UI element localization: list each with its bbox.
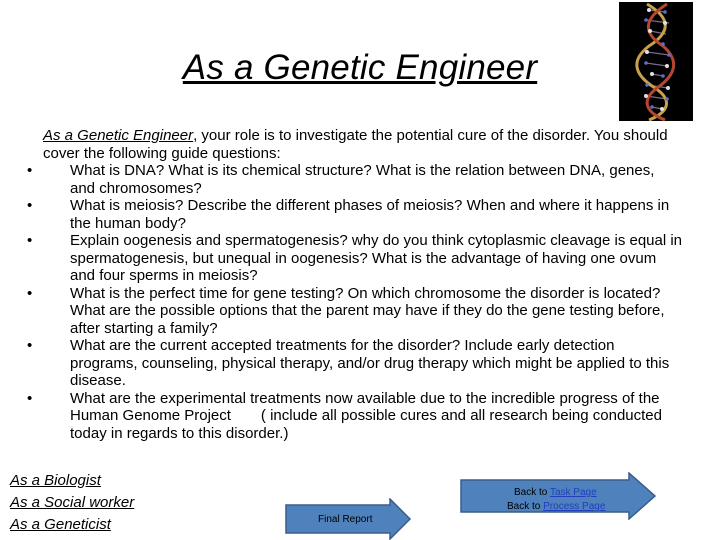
bullet-icon: •	[27, 232, 33, 249]
question-text: What is DNA? What is its chemical structure? What is the relation between DNA, genes, and chromosomes?	[70, 162, 655, 197]
question-text: What are the current accepted treatments for the disorder? Include early detection programs, counseling, physical therapy, and/or drug therapy which might be applied to this disease.	[70, 337, 670, 389]
intro-paragraph	[43, 127, 683, 162]
final-report-button[interactable]: Final Report	[318, 514, 373, 525]
biologist-link[interactable]: As a Biologist	[10, 472, 101, 489]
role-term: As a Genetic Engineer	[43, 127, 194, 144]
question-text: What is meiosis? Describe the different phases of meiosis? When and where it happens in the human body?	[70, 197, 670, 232]
back-to-text: Back to	[507, 501, 541, 512]
social-worker-link[interactable]: As a Social worker	[10, 494, 135, 511]
dna-helix-icon	[619, 2, 693, 121]
back-to-process-label	[507, 501, 605, 512]
back-to-text: Back to	[514, 487, 548, 498]
geneticist-link[interactable]: As a Geneticist	[10, 516, 111, 533]
guide-question	[27, 389, 683, 443]
page-title: As a Genetic Engineer	[182, 48, 538, 87]
question-text: What is the perfect time for gene testing? On which chromosome the disorder is located? What are the possible options that the parent may have if they do the gene testing before, after starting a family?	[70, 284, 665, 337]
guide-question	[27, 337, 683, 390]
back-to-task-label	[514, 487, 597, 498]
question-text-continued: ( include all possible cures and all research being conducted today in regards to this disorder.)	[70, 407, 662, 442]
bullet-icon: •	[27, 162, 33, 179]
task-description	[27, 127, 683, 442]
bullet-icon: •	[27, 197, 33, 214]
bullet-icon: •	[27, 337, 33, 354]
task-page-link[interactable]: Task Page	[549, 487, 597, 498]
intro-text: , your role is to investigate the potential cure of the disorder. You should cover the following guide questions:	[43, 127, 668, 162]
bullet-icon: •	[27, 284, 33, 302]
question-text: Explain oogenesis and spermatogenesis? why do you think cytoplasmic cleavage is equal in spermatogenesis, but unequal in oogenesis? What is the advantage of having one ovum and four sperms in meiosis?	[70, 232, 683, 284]
dna-helix-image	[619, 2, 693, 121]
process-page-link[interactable]: Process Page	[543, 501, 606, 512]
guide-question	[27, 284, 683, 338]
guide-questions-list	[27, 162, 683, 442]
guide-question	[27, 232, 683, 285]
question-text: What are the experimental treatments now available due to the incredible progress of the Human Genome Project	[70, 389, 660, 424]
bullet-icon: •	[27, 389, 33, 407]
guide-question	[27, 162, 683, 197]
guide-question	[27, 197, 683, 232]
